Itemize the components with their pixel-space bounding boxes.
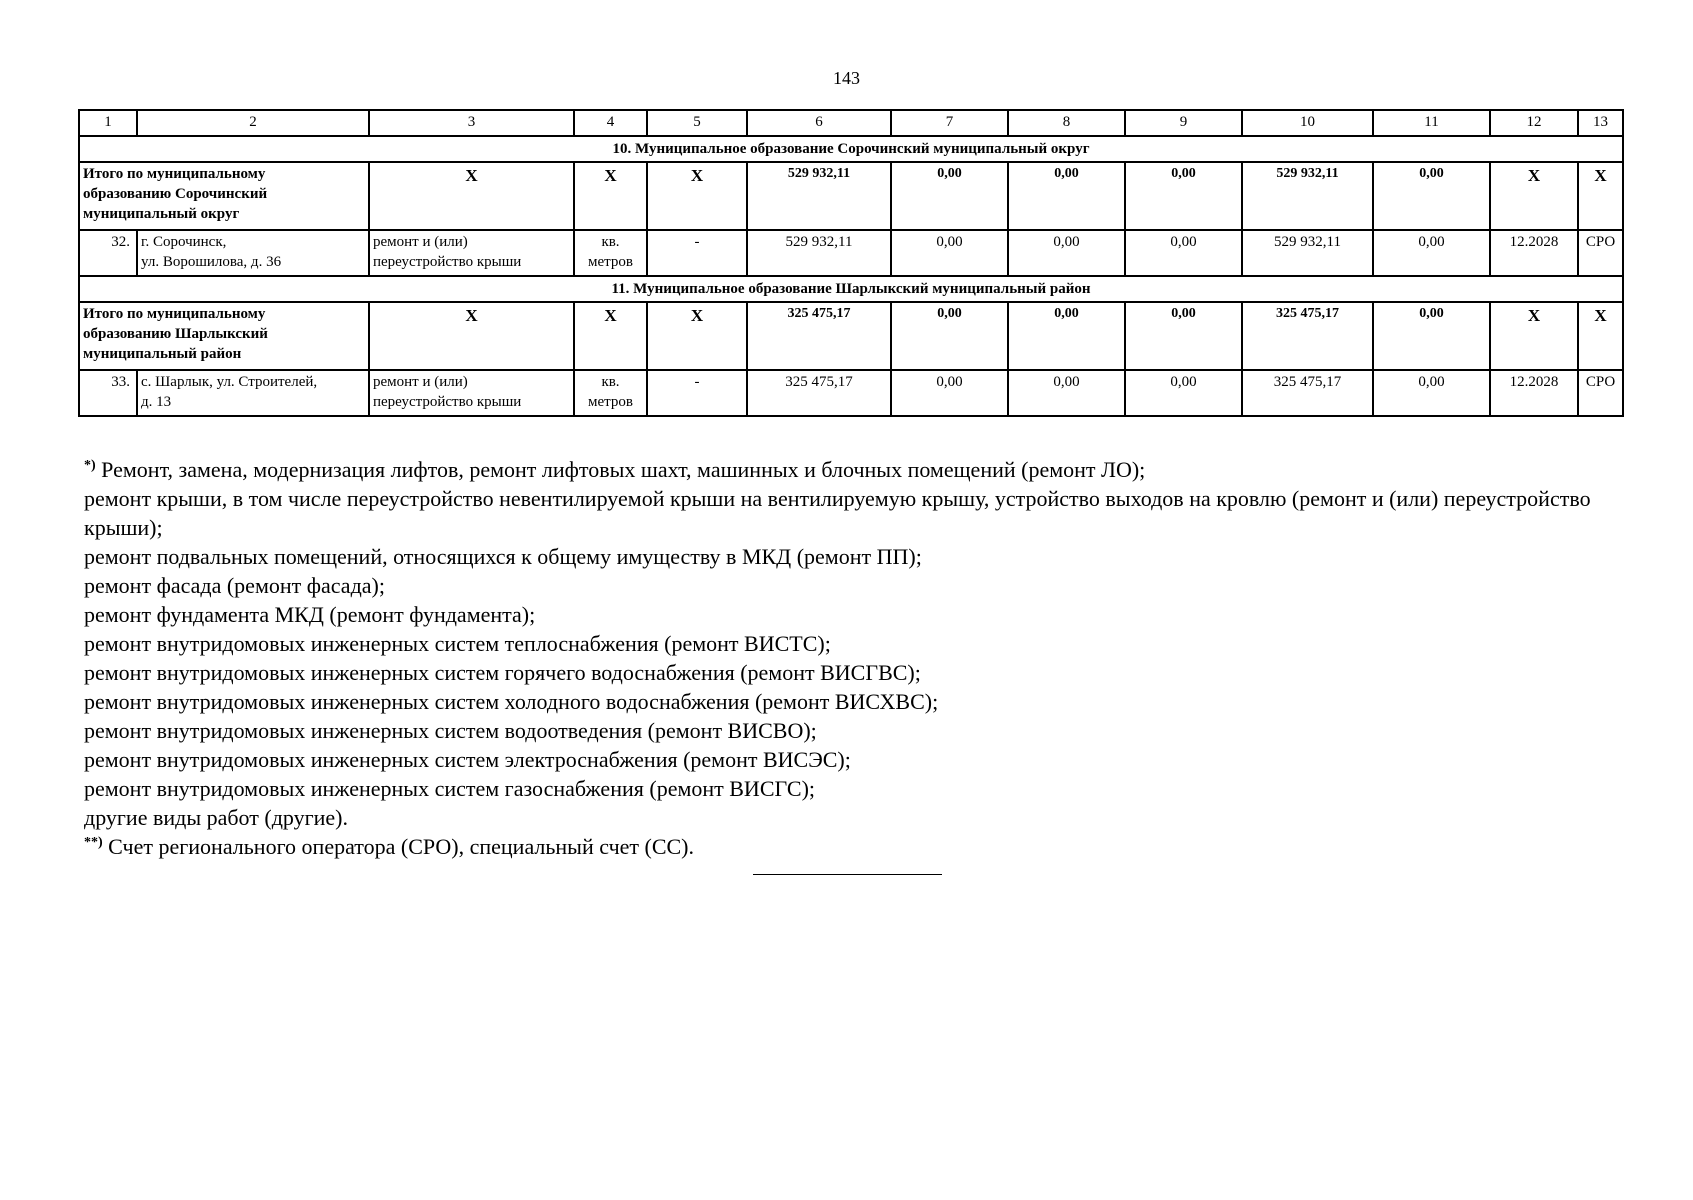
total-row bbox=[79, 302, 1623, 370]
column-number: 6 bbox=[747, 110, 891, 136]
date-cell: 12.2028 bbox=[1490, 230, 1578, 276]
footnote-line: ремонт внутридомовых инженерных систем водоотведения (ремонт ВИСВО); bbox=[84, 718, 817, 743]
total-cell: Х bbox=[574, 302, 647, 370]
column-number: 13 bbox=[1578, 110, 1623, 136]
row-number: 32. bbox=[79, 230, 137, 276]
footnote-line: ремонт внутридомовых инженерных систем электроснабжения (ремонт ВИСЭС); bbox=[84, 747, 851, 772]
column-number-row bbox=[79, 110, 1623, 136]
unit-cell: кв. метров bbox=[574, 230, 647, 276]
total-cell: Х bbox=[1490, 162, 1578, 230]
total-cell: Х bbox=[1578, 302, 1623, 370]
total-row bbox=[79, 162, 1623, 230]
data-cell: 529 932,11 bbox=[1242, 230, 1373, 276]
footnote-line: **) Счет регионального оператора (СРО), специальный счет (СС). bbox=[84, 834, 695, 859]
total-cell: Х bbox=[1578, 162, 1623, 230]
column-number: 11 bbox=[1373, 110, 1490, 136]
column-number: 2 bbox=[137, 110, 369, 136]
account-cell: СРО bbox=[1578, 230, 1623, 276]
total-cell: 0,00 bbox=[1373, 162, 1490, 230]
footnote-line: ремонт внутридомовых инженерных систем теплоснабжения (ремонт ВИСТС); bbox=[84, 631, 831, 656]
section-title: 10. Муниципальное образование Сорочинский муниципальный округ bbox=[79, 136, 1623, 162]
data-cell: 0,00 bbox=[1125, 370, 1242, 416]
footnote-line: ремонт крыши, в том числе переустройство невентилируемой крыши на вентилируемую крышу, устройство выходов на кровлю (ремонт и (или) переустройство крыши); bbox=[84, 486, 1591, 540]
column-number: 12 bbox=[1490, 110, 1578, 136]
total-cell: Х bbox=[369, 302, 574, 370]
total-cell: 0,00 bbox=[1008, 302, 1125, 370]
footnote-line: ремонт внутридомовых инженерных систем газоснабжения (ремонт ВИСГС); bbox=[84, 776, 816, 801]
column-number: 3 bbox=[369, 110, 574, 136]
table-row bbox=[79, 230, 1623, 276]
section-title: 11. Муниципальное образование Шарлыкский муниципальный район bbox=[79, 276, 1623, 302]
column-number: 10 bbox=[1242, 110, 1373, 136]
total-cell: 0,00 bbox=[1008, 162, 1125, 230]
total-cell: Х bbox=[647, 302, 747, 370]
total-cell: 0,00 bbox=[1373, 302, 1490, 370]
row-number: 33. bbox=[79, 370, 137, 416]
column-number: 4 bbox=[574, 110, 647, 136]
data-cell: 0,00 bbox=[1373, 370, 1490, 416]
footnote-line: ремонт внутридомовых инженерных систем горячего водоснабжения (ремонт ВИСГВС); bbox=[84, 660, 921, 685]
total-cell: 529 932,11 bbox=[1242, 162, 1373, 230]
data-cell: 0,00 bbox=[1125, 230, 1242, 276]
work-type-cell: ремонт и (или) переустройство крыши bbox=[369, 230, 574, 276]
footnote-line: ремонт фасада (ремонт фасада); bbox=[84, 573, 385, 598]
unit-cell: кв. метров bbox=[574, 370, 647, 416]
total-cell: 0,00 bbox=[891, 162, 1008, 230]
address-cell: г. Сорочинск, ул. Ворошилова, д. 36 bbox=[137, 230, 369, 276]
data-cell: - bbox=[647, 230, 747, 276]
total-cell: 0,00 bbox=[1125, 302, 1242, 370]
column-number: 5 bbox=[647, 110, 747, 136]
table-row bbox=[79, 370, 1623, 416]
data-cell: 0,00 bbox=[891, 230, 1008, 276]
footnote-line: ремонт внутридомовых инженерных систем холодного водоснабжения (ремонт ВИСХВС); bbox=[84, 689, 939, 714]
footnote-line: *) Ремонт, замена, модернизация лифтов, ремонт лифтовых шахт, машинных и блочных помещений (ремонт ЛО); bbox=[84, 457, 1146, 482]
data-cell: 325 475,17 bbox=[1242, 370, 1373, 416]
footnote-mark: **) bbox=[84, 835, 103, 850]
column-number: 9 bbox=[1125, 110, 1242, 136]
date-cell: 12.2028 bbox=[1490, 370, 1578, 416]
column-number: 7 bbox=[891, 110, 1008, 136]
total-cell: Х bbox=[574, 162, 647, 230]
footnote-line: ремонт подвальных помещений, относящихся к общему имуществу в МКД (ремонт ПП); bbox=[84, 544, 922, 569]
total-cell: Х bbox=[1490, 302, 1578, 370]
closing-rule bbox=[753, 874, 942, 875]
data-cell: 0,00 bbox=[1008, 370, 1125, 416]
section-row bbox=[79, 136, 1623, 162]
footnote-mark: *) bbox=[84, 458, 96, 473]
total-label: Итого по муниципальному образованию Шарлыкский муниципальный район bbox=[79, 302, 369, 370]
data-cell: 0,00 bbox=[1008, 230, 1125, 276]
total-cell: Х bbox=[369, 162, 574, 230]
total-cell: 325 475,17 bbox=[1242, 302, 1373, 370]
footnotes bbox=[84, 455, 1644, 861]
account-cell: СРО bbox=[1578, 370, 1623, 416]
footnote-line: ремонт фундамента МКД (ремонт фундамента); bbox=[84, 602, 536, 627]
data-cell: 0,00 bbox=[1373, 230, 1490, 276]
page-number: 143 bbox=[833, 68, 860, 88]
total-label: Итого по муниципальному образованию Сорочинский муниципальный округ bbox=[79, 162, 369, 230]
data-cell: 325 475,17 bbox=[747, 370, 891, 416]
column-number: 8 bbox=[1008, 110, 1125, 136]
work-type-cell: ремонт и (или) переустройство крыши bbox=[369, 370, 574, 416]
total-cell: 0,00 bbox=[1125, 162, 1242, 230]
address-cell: с. Шарлык, ул. Строителей, д. 13 bbox=[137, 370, 369, 416]
total-cell: 529 932,11 bbox=[747, 162, 891, 230]
data-cell: - bbox=[647, 370, 747, 416]
footnote-line: другие виды работ (другие). bbox=[84, 805, 348, 830]
capital-repair-table bbox=[78, 109, 1624, 417]
section-row bbox=[79, 276, 1623, 302]
data-cell: 0,00 bbox=[891, 370, 1008, 416]
column-number: 1 bbox=[79, 110, 137, 136]
data-cell: 529 932,11 bbox=[747, 230, 891, 276]
total-cell: Х bbox=[647, 162, 747, 230]
total-cell: 325 475,17 bbox=[747, 302, 891, 370]
total-cell: 0,00 bbox=[891, 302, 1008, 370]
